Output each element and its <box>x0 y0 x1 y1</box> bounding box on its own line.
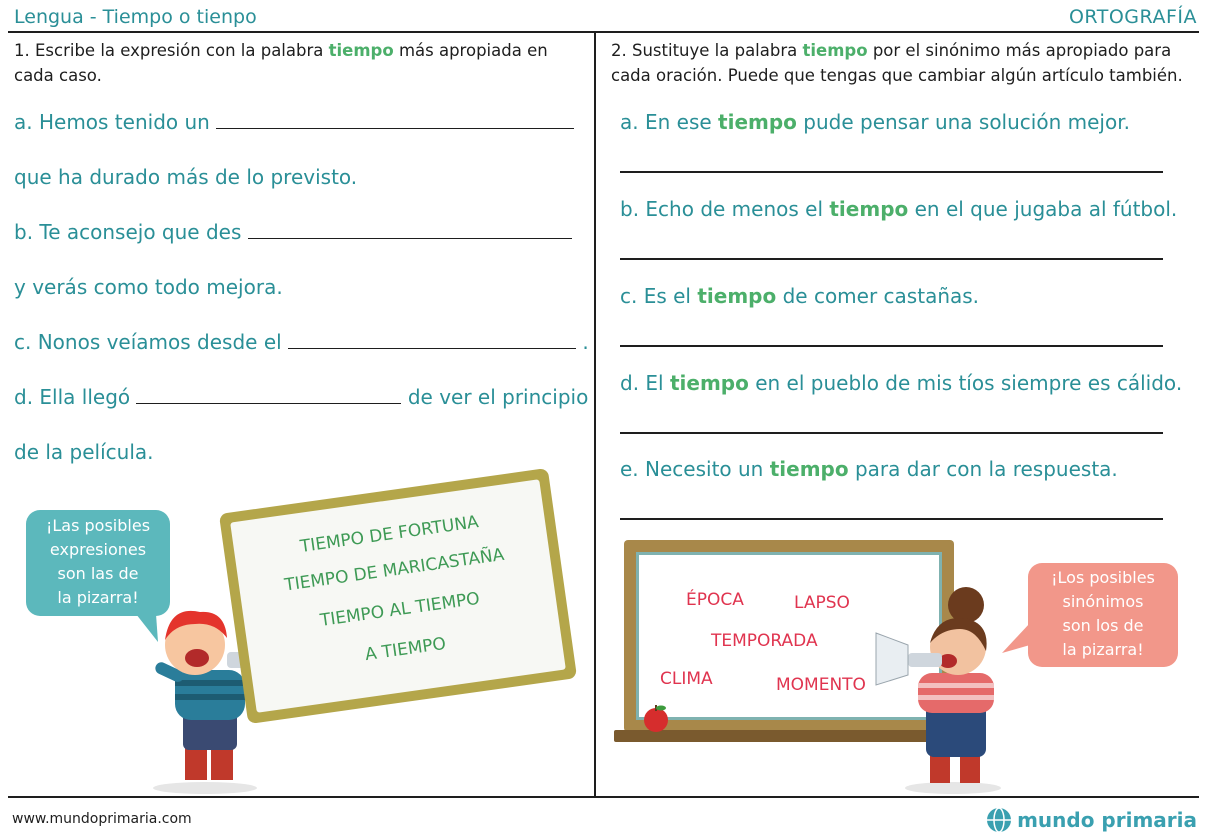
exercise-c-line1: c. Nonos veíamos desde el . <box>14 330 589 354</box>
girl-with-megaphone-illustration <box>868 585 1008 795</box>
answer-blank-b[interactable] <box>248 220 572 239</box>
exercise-b-line1: b. Te aconsejo que des <box>14 220 572 244</box>
exercise-d-line1: d. Ella llegó de ver el principio <box>14 385 589 409</box>
board-expression: A TIEMPO <box>363 633 448 666</box>
right-instruction: 2. Sustituye la palabra tiempo por el sinónimo más apropiado para cada oración. Puede que tengas que cambiar algún artículo también. <box>611 41 1183 85</box>
exercise-a-line1: a. Hemos tenido un <box>14 110 574 134</box>
synonym-word: CLIMA <box>660 669 713 689</box>
synonym-item-e: e. Necesito un tiempo para dar con la respuesta. <box>620 457 1118 481</box>
apple-icon <box>640 703 672 733</box>
answer-line-a[interactable] <box>620 171 1163 173</box>
footer-url[interactable]: www.mundoprimaria.com <box>12 811 192 827</box>
left-instruction: 1. Escribe la expresión con la palabra tiempo más apropiada en cada caso. <box>14 41 548 85</box>
board-expression: TIEMPO DE FORTUNA <box>298 512 480 558</box>
answer-line-c[interactable] <box>620 345 1163 347</box>
board-expression: TIEMPO DE MARICASTAÑA <box>283 544 506 596</box>
worksheet-title: Lengua - Tiempo o tienpo <box>14 6 257 28</box>
synonym-word: LAPSO <box>794 593 850 613</box>
brand-name: mundo primaria <box>1017 808 1197 832</box>
section-label: ORTOGRAFÍA <box>1068 6 1197 28</box>
synonym-item-a: a. En ese tiempo pude pensar una solución mejor. <box>620 110 1130 134</box>
exercise-a-line2: que ha durado más de lo previsto. <box>14 165 358 189</box>
synonym-word: MOMENTO <box>776 675 866 695</box>
synonym-item-b: b. Echo de menos el tiempo en el que jugaba al fútbol. <box>620 197 1178 221</box>
left-blackboard <box>219 468 577 724</box>
answer-blank-c[interactable] <box>288 330 576 349</box>
exercise-b-line2: y verás como todo mejora. <box>14 275 283 299</box>
brand-logo <box>985 806 1197 834</box>
globe-icon <box>985 806 1013 834</box>
left-bubble-text: ¡Las posibles expresiones son las de la pizarra! <box>45 516 151 607</box>
exercise-d-line2: de la película. <box>14 440 154 464</box>
column-divider <box>594 31 596 796</box>
footer-rule <box>8 796 1199 798</box>
answer-line-e[interactable] <box>620 518 1163 520</box>
answer-line-b[interactable] <box>620 258 1163 260</box>
synonym-word: ÉPOCA <box>686 590 744 610</box>
answer-blank-a[interactable] <box>216 110 574 129</box>
answer-blank-d[interactable] <box>136 385 401 404</box>
header-rule <box>8 31 1199 33</box>
synonym-item-c: c. Es el tiempo de comer castañas. <box>620 284 980 308</box>
board-expression: TIEMPO AL TIEMPO <box>318 588 481 631</box>
synonym-item-d: d. El tiempo en el pueblo de mis tíos siempre es cálido. <box>620 371 1183 395</box>
synonym-word: TEMPORADA <box>711 631 818 651</box>
right-bubble-text: ¡Los posibles sinónimos son los de la pizarra! <box>1051 568 1155 659</box>
answer-line-d[interactable] <box>620 432 1163 434</box>
